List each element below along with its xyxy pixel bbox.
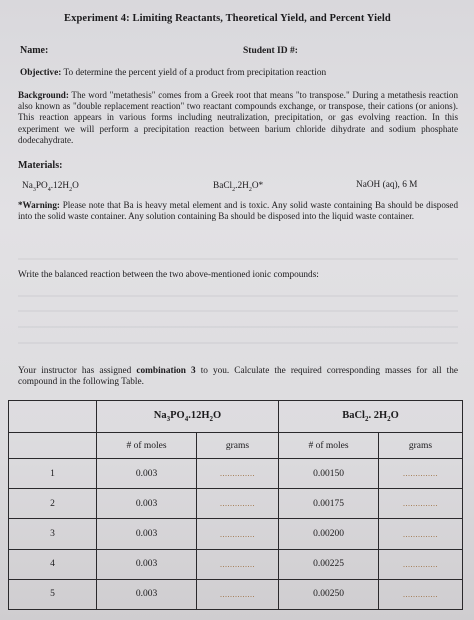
instruction-paragraph	[18, 366, 458, 388]
instruction-prefix: Your instructor has assigned	[18, 366, 137, 376]
corner-cell	[9, 433, 97, 459]
table-row	[9, 579, 463, 609]
warning-label: *Warning:	[18, 200, 60, 210]
moles-compound-1: 0.003	[97, 519, 197, 549]
material-2: $BaCl_2.2H_2O*$	[213, 181, 264, 193]
background-paragraph	[18, 90, 458, 146]
column-header-row	[9, 433, 463, 459]
grams-compound-2-blank[interactable]: ..............	[379, 519, 463, 549]
moles-compound-1: 0.003	[97, 489, 197, 519]
col-grams-2: grams	[379, 433, 463, 459]
bleed-through	[18, 310, 458, 312]
bleed-through	[18, 342, 458, 344]
grams-compound-2-blank[interactable]: ..............	[379, 459, 463, 489]
grams-compound-1-blank[interactable]: ..............	[197, 579, 279, 609]
warning-paragraph	[18, 200, 458, 222]
materials-label: Materials:	[18, 160, 63, 171]
combination-number: 2	[9, 489, 97, 519]
background-label: Background:	[18, 90, 69, 100]
objective	[20, 68, 326, 80]
instruction-suffix: to you. Calculate the required corresponding masses for all the compound in the following Table.	[18, 366, 458, 388]
grams-compound-1-blank[interactable]: ..............	[197, 519, 279, 549]
table-row	[9, 489, 463, 519]
student-id-label: Student ID #:	[243, 46, 298, 56]
instruction-combination: combination 3	[136, 366, 196, 376]
question-balanced-reaction: Write the balanced reaction between the two above-mentioned ionic compounds:	[18, 270, 319, 280]
moles-mass-table	[8, 400, 463, 610]
grams-compound-1-blank[interactable]: ..............	[197, 459, 279, 489]
grams-compound-2-blank[interactable]: ..............	[379, 549, 463, 579]
material-1: $Na_3PO_4.12H_2O$	[22, 181, 79, 193]
moles-compound-1: 0.003	[97, 549, 197, 579]
col-grams-1: grams	[197, 433, 279, 459]
material-3: NaOH (aq), 6 M	[356, 180, 418, 190]
grams-compound-2-blank[interactable]: ..............	[379, 489, 463, 519]
table-row	[9, 549, 463, 579]
background-text: The word "metathesis" comes from a Greek root that means "to transpose." During a metathesis reaction also known as "double replacement reaction" two reactant compounds exchange, or transpose, their cations (or anions). This reaction appears in various forms including neutralization, precipitation, or gas evolving reaction. In this experiment we will perform a precipitation reaction between barium chloride dihydrate and sodium phosphate dodecahydrate.	[18, 90, 458, 145]
moles-compound-2: 0.00200	[279, 519, 379, 549]
page-title: Experiment 4: Limiting Reactants, Theoretical Yield, and Percent Yield	[64, 13, 391, 24]
col-moles-1: # of moles	[97, 433, 197, 459]
col-moles-2: # of moles	[279, 433, 379, 459]
combination-number: 4	[9, 549, 97, 579]
objective-text: To determine the percent yield of a product from precipitation reaction	[63, 68, 327, 78]
combination-number: 3	[9, 519, 97, 549]
grams-compound-2-blank[interactable]: ..............	[379, 579, 463, 609]
moles-compound-2: 0.00250	[279, 579, 379, 609]
bleed-through	[18, 295, 458, 297]
warning-text: Please note that Ba is heavy metal element and is toxic. Any solid waste containing Ba should be disposed into the solid waste container. Any solution containing Ba should be disposed into the liquid waste container.	[18, 200, 458, 222]
compound-1-header: $Na_3PO_4.12H_2O$	[97, 401, 279, 433]
table-row	[9, 459, 463, 489]
compound-2-header: BaCl$_2$. $2H_2O$	[279, 401, 463, 433]
objective-label: Objective:	[20, 68, 62, 78]
bleed-through	[18, 258, 458, 260]
grams-compound-1-blank[interactable]: ..............	[197, 489, 279, 519]
bleed-through	[18, 326, 458, 328]
moles-compound-2: 0.00225	[279, 549, 379, 579]
grams-compound-1-blank[interactable]: ..............	[197, 549, 279, 579]
combination-number: 5	[9, 579, 97, 609]
table-row-assigned	[9, 519, 463, 549]
name-label: Name:	[20, 45, 49, 56]
combination-number: 1	[9, 459, 97, 489]
moles-compound-1: 0.003	[97, 579, 197, 609]
corner-cell	[9, 401, 97, 433]
compound-header-row	[9, 401, 463, 433]
moles-compound-1: 0.003	[97, 459, 197, 489]
moles-compound-2: 0.00175	[279, 489, 379, 519]
moles-compound-2: 0.00150	[279, 459, 379, 489]
